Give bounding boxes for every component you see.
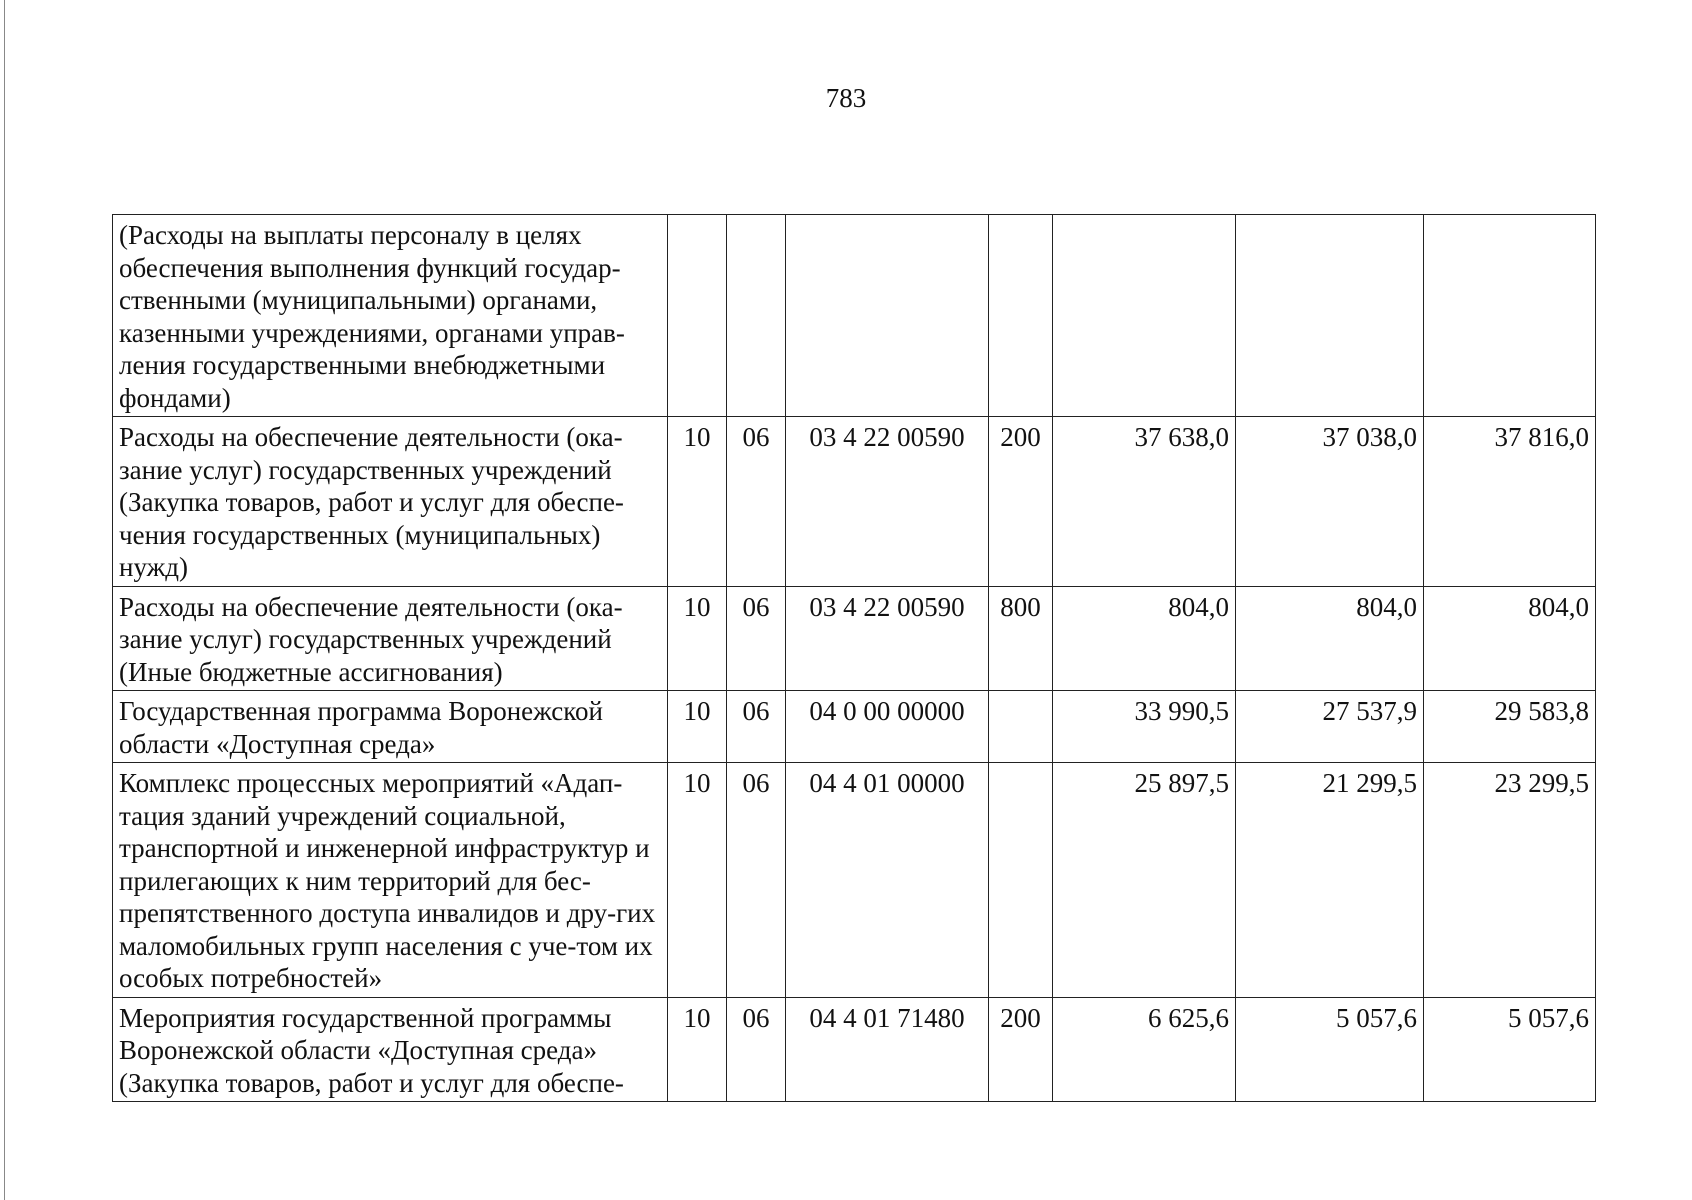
amount-year3-cell: 29 583,8: [1424, 691, 1596, 763]
amount-year2-cell: 21 299,5: [1236, 763, 1424, 998]
target-article-cell: 03 4 22 00590: [786, 417, 989, 587]
table-row: [113, 691, 1596, 763]
target-article-cell: 04 4 01 71480: [786, 997, 989, 1102]
section-cell: 10: [668, 586, 727, 691]
table-row: [113, 417, 1596, 587]
section-cell: 10: [668, 417, 727, 587]
amount-year3-cell: 37 816,0: [1424, 417, 1596, 587]
amount-year1-cell: 25 897,5: [1053, 763, 1236, 998]
section-cell: 10: [668, 691, 727, 763]
subsection-cell: 06: [727, 586, 786, 691]
target-article-cell: 03 4 22 00590: [786, 586, 989, 691]
page-edge-line: [4, 0, 5, 1200]
row-name-cell: Государственная программа Воронежской области «Доступная среда»: [113, 691, 668, 763]
amount-year2-cell: 37 038,0: [1236, 417, 1424, 587]
budget-table: [112, 214, 1596, 1102]
section-cell: 10: [668, 997, 727, 1102]
expense-type-cell: 200: [989, 997, 1053, 1102]
expense-type-cell: [989, 763, 1053, 998]
amount-year2-cell: 27 537,9: [1236, 691, 1424, 763]
target-article-cell: 04 0 00 00000: [786, 691, 989, 763]
row-name-cell: (Расходы на выплаты персоналу в целях обеспечения выполнения функций государ-ственными (муниципальными) органами, казенными учреждениями, органами управ-ления государственными внебюджетными фондами): [113, 215, 668, 417]
target-article-cell: [786, 215, 989, 417]
subsection-cell: [727, 215, 786, 417]
expense-type-cell: 200: [989, 417, 1053, 587]
expense-type-cell: [989, 691, 1053, 763]
table-row: [113, 997, 1596, 1102]
amount-year1-cell: [1053, 215, 1236, 417]
section-cell: [668, 215, 727, 417]
target-article-cell: 04 4 01 00000: [786, 763, 989, 998]
amount-year1-cell: 6 625,6: [1053, 997, 1236, 1102]
amount-year3-cell: 5 057,6: [1424, 997, 1596, 1102]
amount-year2-cell: 5 057,6: [1236, 997, 1424, 1102]
page-number: 783: [825, 83, 867, 113]
amount-year3-cell: [1424, 215, 1596, 417]
expense-type-cell: [989, 215, 1053, 417]
subsection-cell: 06: [727, 763, 786, 998]
subsection-cell: 06: [727, 997, 786, 1102]
amount-year3-cell: 804,0: [1424, 586, 1596, 691]
table-row: [113, 763, 1596, 998]
row-name-cell: Расходы на обеспечение деятельности (ока-зание услуг) государственных учреждений (Иные бюджетные ассигнования): [113, 586, 668, 691]
subsection-cell: 06: [727, 691, 786, 763]
amount-year2-cell: 804,0: [1236, 586, 1424, 691]
amount-year3-cell: 23 299,5: [1424, 763, 1596, 998]
row-name-cell: Комплекс процессных мероприятий «Адап-тация зданий учреждений социальной, транспортной и инженерной инфраструктур и прилегающих к ним территорий для бес-препятственного доступа инвалидов и дру-гих маломобильных групп населения с уче-том их особых потребностей»: [113, 763, 668, 998]
amount-year1-cell: 37 638,0: [1053, 417, 1236, 587]
row-name-cell: Расходы на обеспечение деятельности (ока-зание услуг) государственных учреждений (Закупка товаров, работ и услуг для обеспе-чения государственных (муниципальных) нужд): [113, 417, 668, 587]
expense-type-cell: 800: [989, 586, 1053, 691]
section-cell: 10: [668, 763, 727, 998]
amount-year1-cell: 33 990,5: [1053, 691, 1236, 763]
table-row: [113, 215, 1596, 417]
row-name-cell: Мероприятия государственной программы Воронежской области «Доступная среда» (Закупка товаров, работ и услуг для обеспе-: [113, 997, 668, 1102]
table-row: [113, 586, 1596, 691]
amount-year1-cell: 804,0: [1053, 586, 1236, 691]
subsection-cell: 06: [727, 417, 786, 587]
amount-year2-cell: [1236, 215, 1424, 417]
